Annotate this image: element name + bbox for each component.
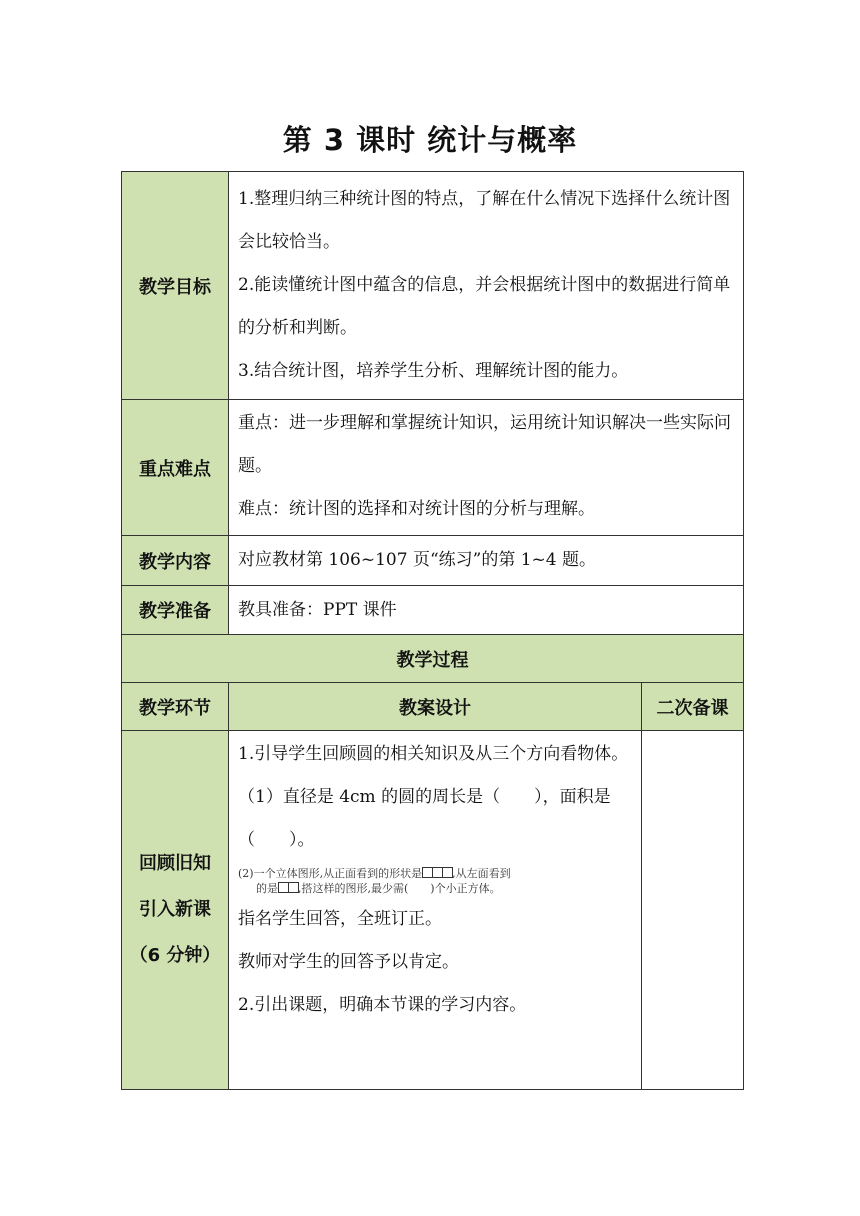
objectives-content [229, 172, 744, 400]
key-points-label: 重点难点 [122, 400, 229, 536]
key-point-item: 重点：进一步理解和掌握统计知识，运用统计知识解决一些实际问题。 [238, 413, 731, 476]
stage1-second [642, 731, 744, 1090]
stage1-line: 指名学生回答，全班订正。 [238, 909, 442, 929]
content-row [122, 536, 744, 586]
stage1-line: 2.引出课题，明确本节课的学习内容。 [238, 995, 527, 1015]
stage1-label [122, 731, 229, 1090]
process-header-row [122, 635, 744, 683]
figure-text: 的是 [256, 882, 278, 895]
preparation-row [122, 586, 744, 635]
column-stage: 教学环节 [122, 683, 229, 731]
page-title: 第 3 课时 统计与概率 [282, 123, 578, 157]
key-point-item: 难点：统计图的选择和对统计图的分析与理解。 [238, 499, 595, 519]
stage1-line: 教师对学生的回答予以肯定。 [238, 952, 459, 972]
objectives-row [122, 172, 744, 400]
objectives-label: 教学目标 [122, 172, 229, 400]
figure-text: ,从左面看到 [452, 867, 511, 880]
stage1-label-line: 回顾旧知 [139, 853, 211, 874]
column-design: 教案设计 [229, 683, 642, 731]
stage1-line: 1.引导学生回顾圆的相关知识及从三个方向看物体。 [238, 744, 629, 764]
figure-question-line [238, 866, 635, 881]
stage1-label-line: 引入新课 [139, 899, 211, 920]
stage1-row [122, 731, 744, 1090]
preparation-label: 教学准备 [122, 586, 229, 635]
objective-item: 1.整理归纳三种统计图的特点，了解在什么情况下选择什么统计图会比较恰当。 [238, 189, 731, 252]
key-points-row [122, 400, 744, 536]
objective-item: 3.结合统计图，培养学生分析、理解统计图的能力。 [238, 361, 629, 381]
preparation-text: 教具准备：PPT 课件 [229, 586, 744, 635]
figure-question-line [238, 881, 635, 896]
objective-item: 2.能读懂统计图中蕴含的信息，并会根据统计图中的数据进行简单的分析和判断。 [238, 275, 731, 338]
content-text: 对应教材第 106~107 页“练习”的第 1~4 题。 [229, 536, 744, 586]
columns-row [122, 683, 744, 731]
two-squares-icon [278, 882, 298, 895]
key-points-content [229, 400, 744, 536]
lesson-plan-table [121, 171, 744, 1090]
figure-text: ,搭这样的图形,最少需( )个小正方体。 [298, 882, 501, 895]
stage1-figure-question [238, 862, 635, 898]
process-header: 教学过程 [122, 635, 744, 683]
three-squares-icon [422, 867, 452, 880]
stage1-line: （1）直径是 4cm 的圆的周长是（ ），面积是（ ）。 [238, 787, 611, 850]
content-label: 教学内容 [122, 536, 229, 586]
figure-text: (2)一个立体图形,从正面看到的形状是 [238, 867, 423, 880]
column-second: 二次备课 [642, 683, 744, 731]
stage1-label-line: （6 分钟） [129, 945, 221, 966]
stage1-design [229, 731, 642, 1090]
